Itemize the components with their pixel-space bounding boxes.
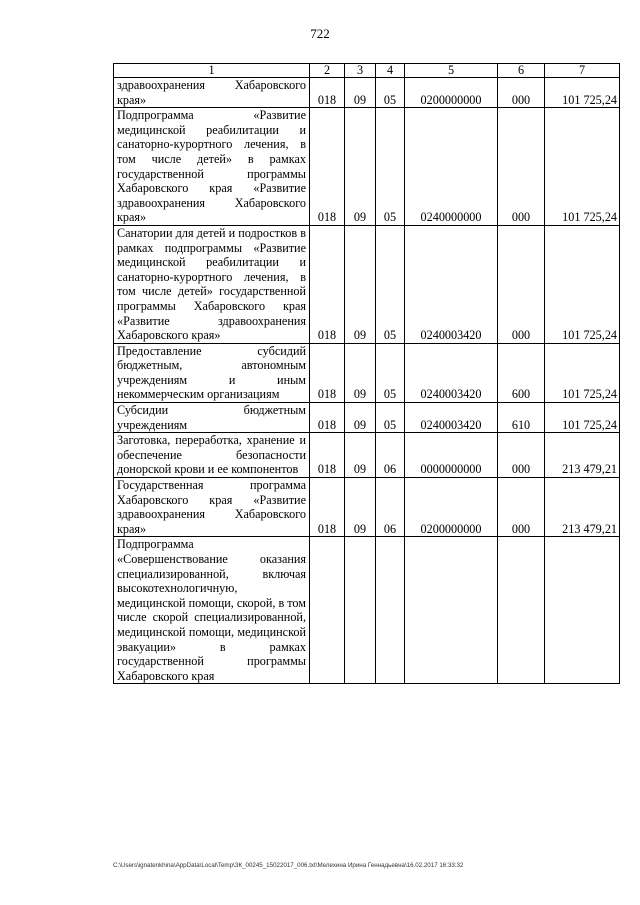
cell-target-item: 0200000000 xyxy=(405,478,498,537)
table-row xyxy=(114,225,620,343)
row-name: Субсидии бюджетным учреждениям xyxy=(114,403,310,433)
cell-subsection: 05 xyxy=(376,78,405,108)
cell-ministry: 018 xyxy=(310,78,345,108)
row-name: здравоохранения Хабаровского края» xyxy=(114,78,310,108)
cell-ministry: 018 xyxy=(310,433,345,478)
table-row xyxy=(114,108,620,226)
cell-amount xyxy=(545,537,620,684)
cell-target-item: 0240003420 xyxy=(405,403,498,433)
cell-section xyxy=(345,537,376,684)
cell-subsection: 06 xyxy=(376,433,405,478)
cell-expense-type: 000 xyxy=(498,108,545,226)
cell-target-item: 0200000000 xyxy=(405,78,498,108)
cell-subsection: 06 xyxy=(376,478,405,537)
cell-ministry: 018 xyxy=(310,343,345,402)
page-number: 722 xyxy=(310,26,330,41)
cell-target-item: 0240003420 xyxy=(405,343,498,402)
document-footer-path: C:\Users\ignatenkhina\AppData\Local\Temp\ЗК_00245_15022017_006.txt\Мелехина Ирина Геннадьевна\16.02.2017 16:33:32 xyxy=(113,862,464,869)
column-header: 1 xyxy=(114,64,310,78)
cell-amount: 101 725,24 xyxy=(545,108,620,226)
cell-subsection: 05 xyxy=(376,403,405,433)
cell-section: 09 xyxy=(345,343,376,402)
cell-section: 09 xyxy=(345,433,376,478)
cell-subsection: 05 xyxy=(376,108,405,226)
cell-expense-type: 000 xyxy=(498,478,545,537)
cell-expense-type: 610 xyxy=(498,403,545,433)
table-row xyxy=(114,478,620,537)
row-name: Подпрограмма «Развитие медицинской реабилитации и санаторно-курортного лечения, в том числе детей» в рамках государственной программы Хабаровского края «Развитие здравоохранения Хабаровского края» xyxy=(114,108,310,226)
table-row xyxy=(114,78,620,108)
cell-expense-type: 000 xyxy=(498,433,545,478)
column-header: 2 xyxy=(310,64,345,78)
column-header: 4 xyxy=(376,64,405,78)
cell-target-item xyxy=(405,537,498,684)
cell-amount: 101 725,24 xyxy=(545,78,620,108)
table-row xyxy=(114,403,620,433)
cell-amount: 101 725,24 xyxy=(545,403,620,433)
cell-expense-type: 600 xyxy=(498,343,545,402)
cell-target-item: 0000000000 xyxy=(405,433,498,478)
table-header-row xyxy=(114,64,620,78)
cell-ministry xyxy=(310,537,345,684)
cell-section: 09 xyxy=(345,108,376,226)
cell-section: 09 xyxy=(345,478,376,537)
table-row xyxy=(114,537,620,684)
cell-subsection: 05 xyxy=(376,343,405,402)
row-name: Заготовка, переработка, хранение и обеспечение безопасности донорской крови и ее компонентов xyxy=(114,433,310,478)
cell-subsection: 05 xyxy=(376,225,405,343)
cell-ministry: 018 xyxy=(310,478,345,537)
cell-section: 09 xyxy=(345,78,376,108)
column-header: 3 xyxy=(345,64,376,78)
row-name: Санатории для детей и подростков в рамках подпрограммы «Развитие медицинской реабилитации и санаторно-курортного лечения, в том числе детей» государственной программы Хабаровского края «Развитие здравоохранения Хабаровского края» xyxy=(114,225,310,343)
row-name: Подпрограмма «Совершенствование оказания специализированной, включая высокотехнологичную, медицинской помощи, скорой, в том числе скорой специализированной, медицинской помощи, медицинской эвакуации» в рамках государственной программы Хабаровского края xyxy=(114,537,310,684)
cell-ministry: 018 xyxy=(310,108,345,226)
column-header: 7 xyxy=(545,64,620,78)
cell-target-item: 0240000000 xyxy=(405,108,498,226)
cell-expense-type: 000 xyxy=(498,78,545,108)
cell-amount: 101 725,24 xyxy=(545,225,620,343)
cell-amount: 213 479,21 xyxy=(545,433,620,478)
cell-target-item: 0240003420 xyxy=(405,225,498,343)
cell-section: 09 xyxy=(345,225,376,343)
cell-amount: 101 725,24 xyxy=(545,343,620,402)
table-row xyxy=(114,433,620,478)
cell-subsection xyxy=(376,537,405,684)
column-header: 5 xyxy=(405,64,498,78)
column-header: 6 xyxy=(498,64,545,78)
row-name: Государственная программа Хабаровского края «Развитие здравоохранения Хабаровского края» xyxy=(114,478,310,537)
cell-section: 09 xyxy=(345,403,376,433)
cell-expense-type xyxy=(498,537,545,684)
row-name: Предоставление субсидий бюджетным, автономным учреждениям и иным некоммерческим организациям xyxy=(114,343,310,402)
cell-ministry: 018 xyxy=(310,403,345,433)
cell-ministry: 018 xyxy=(310,225,345,343)
cell-expense-type: 000 xyxy=(498,225,545,343)
cell-amount: 213 479,21 xyxy=(545,478,620,537)
budget-table xyxy=(113,63,620,684)
table-row xyxy=(114,343,620,402)
